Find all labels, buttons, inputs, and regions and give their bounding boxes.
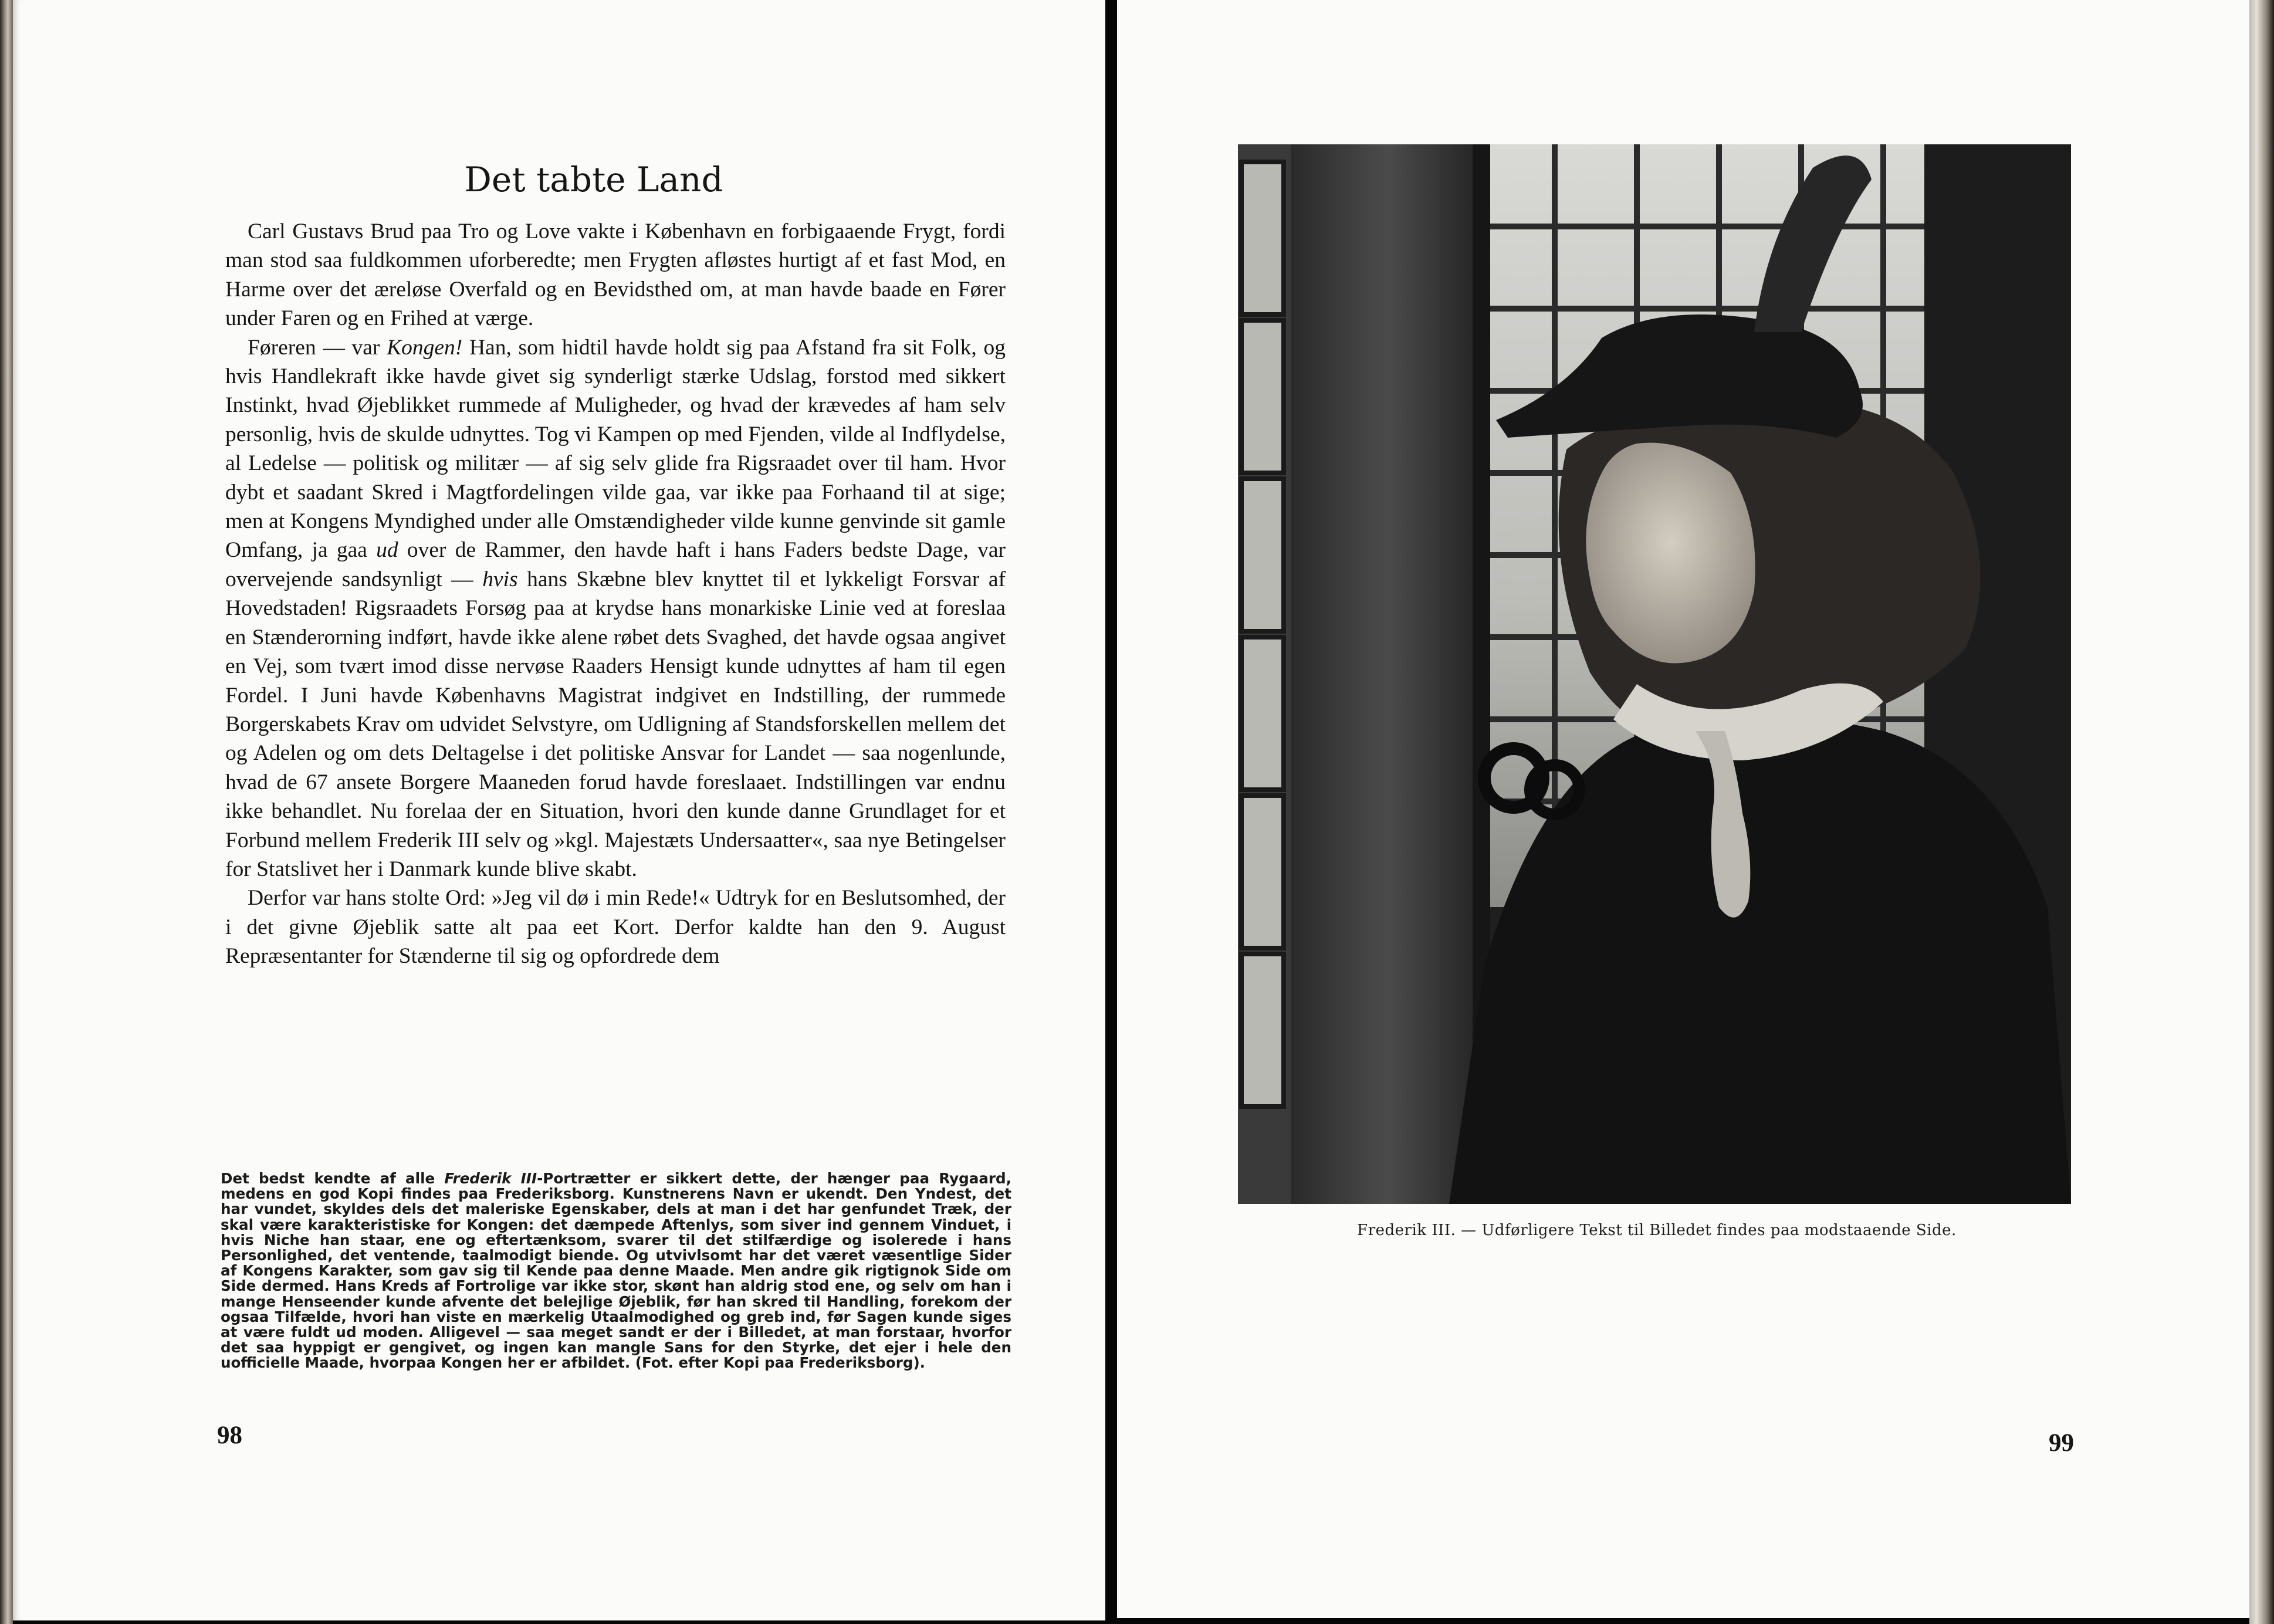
book-edge-right xyxy=(2249,0,2274,1624)
chapter-title: Det tabte Land xyxy=(464,160,723,199)
page-number-right: 99 xyxy=(2049,1429,2074,1457)
text-segment: Det bedst kendte af alle xyxy=(221,1170,445,1187)
italic-text: ud xyxy=(376,538,398,563)
left-page xyxy=(13,0,1105,1620)
portrait-caption: Frederik III. — Udførligere Tekst til Billedet findes paa modstaaende Side. xyxy=(1357,1222,1957,1239)
italic-text: hvis xyxy=(482,567,518,591)
text-segment: Carl Gustavs Brud paa Tro og Love vakte i København en forbigaaende Frygt, fordi man stod saa fuldkommen uforberedte; men Frygten afløstes hurtigt af et fast Mod, en Harme over det æreløse Overfald og en Bevidsthed om, at man havde baade en Fører under Faren og en Frihed at værge. xyxy=(225,219,1006,331)
page-number-left: 98 xyxy=(217,1422,242,1449)
paragraph xyxy=(225,333,1006,884)
text-segment: Han, som hidtil havde holdt sig paa Afstand fra sit Folk, og hvis Handlekraft ikke havde givet sig synderligt stærke Udslag, forstod med sikkert Instinkt, hvad Øjeblikket rummede af Muligheder, og hvad der krævedes af ham selv personlig, hvis de skulde udnyttes. Tog vi Kampen op med Fjenden, vilde al Indflydelse, al Ledelse — politisk og militær — af sig selv glide fra Rigsraadet over til ham. Hvor dybt et saadant Skred i Magtfordelingen vilde gaa, var ikke paa Forhaand til at sige; men at Kongens Myndighed under alle Omstændigheder vilde kunne genvinde sit gamle Omfang, ja gaa xyxy=(225,335,1006,563)
italic-text: Frederik III xyxy=(444,1170,537,1187)
text-segment: hans Skæbne blev knyttet til et lykkeligt Forsvar af Hovedstaden! Rigsraadets Forsøg paa at krydse hans monarkiske Linie ved at foreslaa en Stænderorning indført, havde ikke alene røbet dets Svaghed, det havde ogsaa angivet en Vej, som tvært imod disse nervøse Raaders Hensigt kunde udnyttes af ham til egen Fordel. I Juni havde Københavns Magistrat indgivet en Indstilling, der rummede Borgerskabets Krav om udvidet Selvstyre, om Udligning af Standsforskellen mellem det og Adelen og om dets Deltagelse i det politiske Ansvar for Landet — saa nogenlunde, hvad de 67 ansete Borgere Maaneden forud havde foreslaaet. Indstillingen var endnu ikke behandlet. Nu forelaa der en Situation, hvori den kunde danne Grundlaget for et Forbund mellem Frederik III selv og »kgl. Majestæts Undersaatter«, saa nye Betingelser for Statslivet her i Danmark kunde blive skabt. xyxy=(225,567,1006,881)
portrait-footnote xyxy=(221,1171,1011,1371)
text-segment: over de Rammer, den havde haft i hans Faders bedste Dage, var overvejende sandsynligt — xyxy=(225,538,1006,591)
text-segment: Derfor var hans stolte Ord: »Jeg vil dø i min Rede!« Udtryk for en Beslutsomhed, der i det givne Øjeblik satte alt paa eet Kort. Derfor kaldte han den 9. August Repræsentanter for Stænderne til sig og opfordrede dem xyxy=(225,886,1006,969)
right-page xyxy=(1117,0,2249,1618)
text-segment: -Portrætter er sikkert dette, der hænger paa Rygaard, medens en god Kopi findes paa Frederiksborg. Kunstnerens Navn er ukendt. Den Yndest, det har vundet, skyldes dels det maleriske Egenskaber, dels at man i det har genfundet Træk, der skal være karakteristiske for Kongen: det dæmpede Aftenlys, som siver ind gennem Vinduet, i hvis Niche han staar, ene og eftertænksom, svarer til det stilfærdige og isolerede i hans Personlighed, det ventende, taalmodigt biende. Og utvivlsomt har det været væsentlige Sider af Kongens Karakter, som gav sig til Kende paa denne Maade. Men andre gik rigtignok Side om Side dermed. Hans Kreds af Fortrolige var ikke stor, skønt han aldrig stod ene, og selv om han i mange Henseender kunde afvente det belejlige Øjeblik, før han skred til Handling, forekom der ogsaa Tilfælde, hvori han viste en mærkelig Utaalmodighed og greb ind, før Sagen kunde siges at være fuldt ud moden. Alligevel — saa meget sandt er der i Billedet, at man forstaar, hvorfor det saa hyppigt er gengivet, og ingen kan mangle Sans for den Styrke, det ejer i hele den uofficielle Maade, hvorpaa Kongen her er afbildet. (Fot. efter Kopi paa Frederiksborg). xyxy=(221,1170,1011,1372)
text-segment: Føreren — var xyxy=(248,335,387,360)
italic-text: Kongen! xyxy=(387,335,463,360)
book-edge-left xyxy=(0,0,13,1624)
body-text xyxy=(225,217,1006,971)
paragraph xyxy=(225,884,1006,970)
paragraph xyxy=(225,217,1006,333)
portrait-image xyxy=(1238,144,2071,1204)
